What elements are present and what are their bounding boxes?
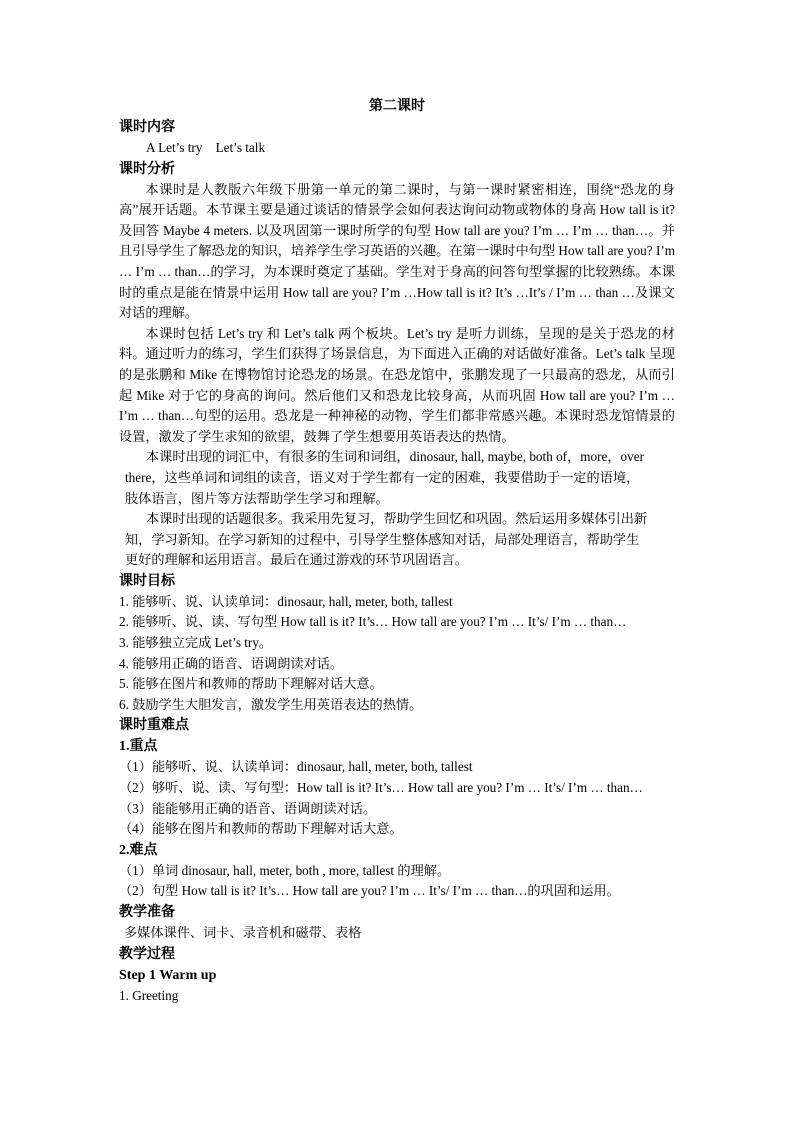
preparation-heading: 教学准备 (119, 905, 175, 920)
analysis-paragraph-4-line: 更好的理解和运用语言。最后在通过游戏的环节巩固语言。 (125, 552, 468, 568)
key-point-item: （1）能够听、说、认读单词：dinosaur, hall, meter, both, tallest (119, 759, 473, 775)
key-point-item: （4）能够在图片和教师的帮助下理解对话大意。 (119, 821, 403, 837)
goal-item: 3. 能够独立完成 Let’s try。 (119, 635, 273, 651)
goals-list (119, 592, 675, 716)
key-points-heading: 1.重点 (119, 739, 158, 755)
step-1-heading: Step 1 Warm up (119, 967, 217, 983)
document-page (119, 96, 675, 1006)
analysis-paragraph-3-line: 肢体语言，图片等方法帮助学生学习和理解。 (125, 490, 389, 506)
analysis-paragraph-4-line: 知，学习新知。在学习新知的过程中，引导学生整体感知对话，局部处理语言，帮助学生 (125, 531, 640, 547)
hard-points-heading: 2.难点 (119, 842, 158, 858)
analysis-paragraph-4-line: 本课时出现的话题很多。我采用先复习，帮助学生回忆和巩固。然后运用多媒体引出新 (146, 511, 648, 527)
goals-heading: 课时目标 (119, 573, 175, 589)
key-point-item: （3）能能够用正确的语音、语调朗读对话。 (119, 800, 377, 816)
goal-item: 2. 能够听、说、读、写句型 How tall is it? It’s… How tall are you? I’m … It’s/ I’m … than… (119, 614, 627, 630)
goal-item: 6. 鼓励学生大胆发言，激发学生用英语表达的热情。 (119, 696, 423, 712)
key-points-list (119, 757, 675, 839)
key-point-item: （2）够听、说、读、写句型：How tall is it? It’s… How tall are you? I’m … It’s/ I’m … than… (119, 780, 643, 796)
analysis-paragraph-3-line: there，这些单词和词组的读音，语义对于学生都有一定的困难，我要借助于一定的语境， (125, 469, 640, 485)
goal-item: 4. 能够用正确的语音、语调朗读对话。 (119, 655, 344, 671)
preparation-text: 多媒体课件、词卡、录音机和磁带、表格 (124, 925, 362, 940)
goal-item: 1. 能够听、说、认读单词：dinosaur, hall, meter, both, tallest (119, 593, 453, 609)
analysis-paragraph-4 (119, 509, 675, 571)
analysis-paragraph-1: 本课时是人教版六年级下册第一单元的第二课时，与第一课时紧密相连，围绕“恐龙的身高”展开话题。本节课主要是通过谈话的情景学会如何表达询问动物或物体的身高 How tall is it? 及回答 Maybe 4 meters. 以及巩固第一课时所学的句型 How tall are you? I’m … I’m … than…。并且引导学生了解恐龙的知识，培养学生学习英语的兴趣。在第一课时中句型 How tall are you? I’m … I’m … than…的学习，为本课时奠定了基础。学生对于身高的问答句型掌握的比较熟练。本课时的重点是能在情景中运用 How tall are you? I’m …How tall is it? It’s …It’s / I’m … than …及课文对话的理解。 (119, 181, 675, 321)
step-1-item: 1. Greeting (119, 987, 179, 1003)
goal-item: 5. 能够在图片和教师的帮助下理解对话大意。 (119, 676, 383, 692)
difficulty-heading: 课时重难点 (119, 718, 189, 734)
analysis-heading: 课时分析 (119, 161, 175, 177)
hard-point-item: （2）句型 How tall is it? It’s… How tall are you? I’m … It’s/ I’m … than…的巩固和运用。 (119, 883, 620, 899)
lesson-title: 第二课时 (369, 99, 425, 114)
analysis-paragraph-2: 本课时包括 Let’s try 和 Let’s talk 两个板块。Let’s try 是听力训练，呈现的是关于恐龙的材料。通过听力的练习，学生们获得了场景信息，为下面进入正确的对话做好准备。Let’s talk 呈现的是张鹏和 Mike 在博物馆讨论恐龙的场景。在恐龙馆中，张鹏发现了一只最高的恐龙，从而引起 Mike 对于它的身高的询问。然后他们又和恐龙比较身高，从而巩固 How tall are you? I’m … I’m … than…句型的运用。恐龙是一种神秘的动物，学生们都非常感兴趣。本课时恐龙馆情景的设置，激发了学生求知的欲望，鼓舞了学生想要用英语表达的热情。 (119, 325, 675, 444)
analysis-paragraph-3-line: 本课时出现的词汇中，有很多的生词和词组，dinosaur, hall, maybe, both of，more，over (146, 449, 644, 465)
content-heading: 课时内容 (119, 120, 175, 135)
hard-points-list (119, 861, 675, 902)
process-heading: 教学过程 (119, 946, 175, 962)
content-text: A Let’s try Let’s talk (146, 140, 266, 155)
hard-point-item: （1）单词 dinosaur, hall, meter, both , more, tallest 的理解。 (119, 862, 451, 878)
analysis-paragraph-3 (119, 447, 675, 509)
